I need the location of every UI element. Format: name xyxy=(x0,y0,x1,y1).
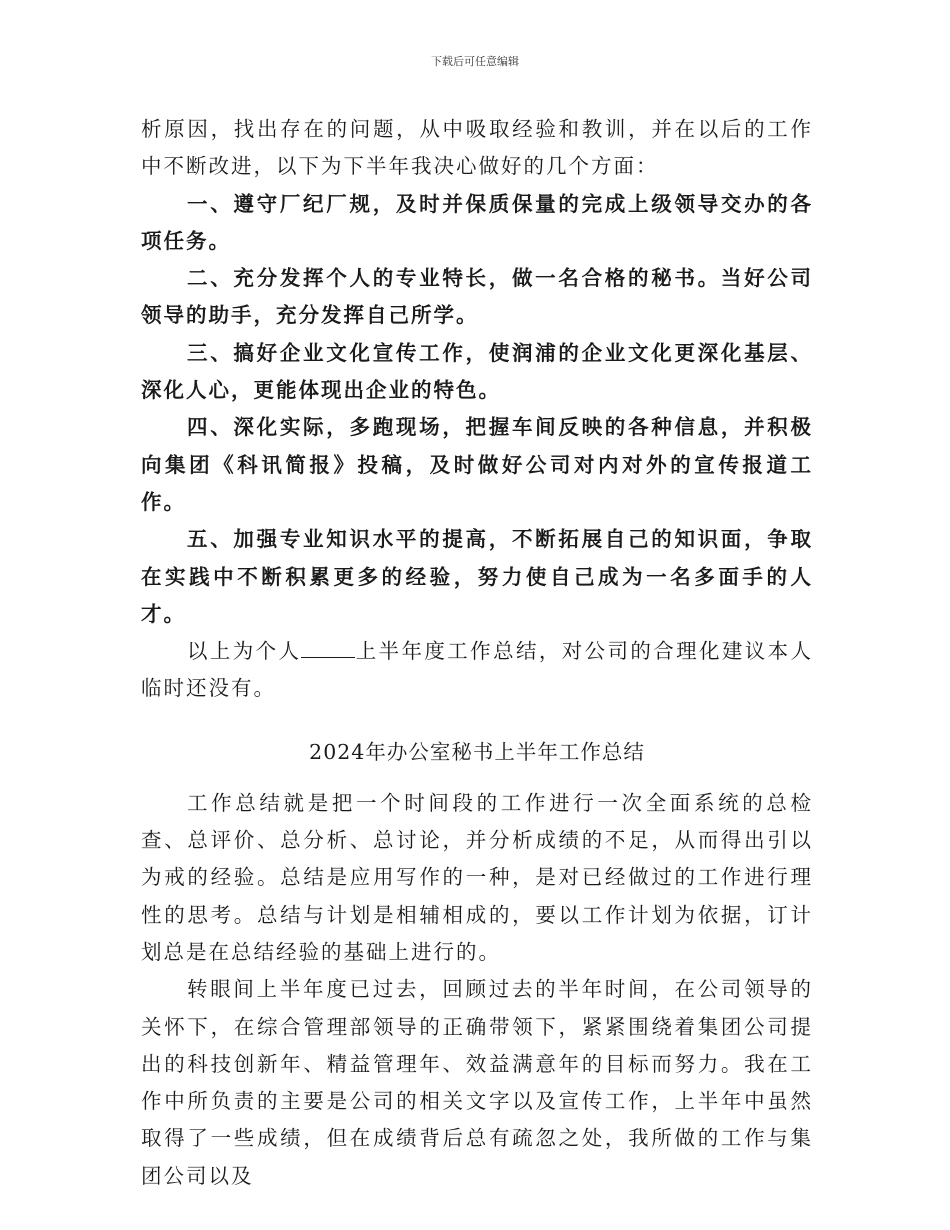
document-body xyxy=(141,111,813,1195)
plan-item-5: 五、加强专业知识水平的提高，不断拓展自己的知识面，争取在实践中不断积累更多的经验，努力使自己成为一名多面手的人才。 xyxy=(141,527,813,626)
section-title: 2024年办公室秘书上半年工作总结 xyxy=(309,739,645,764)
fill-in-blank xyxy=(301,639,355,658)
plan-item-4: 四、深化实际，多跑现场，把握车间反映的各种信息，并积极向集团《科讯简报》投稿，及时做好公司对内对外的宣传报道工作。 xyxy=(141,415,813,514)
plan-item-2: 二、充分发挥个人的专业特长，做一名合格的秘书。当好公司领导的助手，充分发挥自己所学。 xyxy=(141,266,813,328)
closing-paragraph xyxy=(141,633,813,708)
page-header-note: 下载后可任意编辑 xyxy=(431,55,519,68)
closing-text-end: 上半年度工作总结，对公司的合理化建议本人临时还没有。 xyxy=(141,639,814,701)
plan-item-3: 三、搞好企业文化宣传工作，使润浦的企业文化更深化基层、深化人心，更能体现出企业的特色。 xyxy=(141,340,813,403)
summary-paragraph-2: 转眼间上半年度已过去，回顾过去的半年时间，在公司领导的关怀下，在综合管理部领导的正确带领下，紧紧围绕着集团公司提出的科技创新年、精益管理年、效益满意年的目标而努力。我在工作中所负责的主要是公司的相关文字以及宣传工作，上半年中虽然取得了一些成绩，但在成绩背后总有疏忽之处，我所做的工作与集团公司以及 xyxy=(141,977,813,1188)
closing-text-start: 以上为个人 xyxy=(187,639,302,664)
summary-paragraph-1: 工作总结就是把一个时间段的工作进行一次全面系统的总检查、总评价、总分析、总讨论，并分析成绩的不足，从而得出引以为戒的经验。总结是应用写作的一种，是对已经做过的工作进行理性的思考。总结与计划是相辅相成的，要以工作计划为依据，订计划总是在总结经验的基础上进行的。 xyxy=(141,790,813,964)
plan-item-1: 一、遵守厂纪厂规，及时并保质保量的完成上级领导交办的各项任务。 xyxy=(141,191,813,253)
intro-paragraph: 析原因，找出存在的问题，从中吸取经验和教训，并在以后的工作中不断改进，以下为下半年我决心做好的几个方面： xyxy=(141,117,813,179)
